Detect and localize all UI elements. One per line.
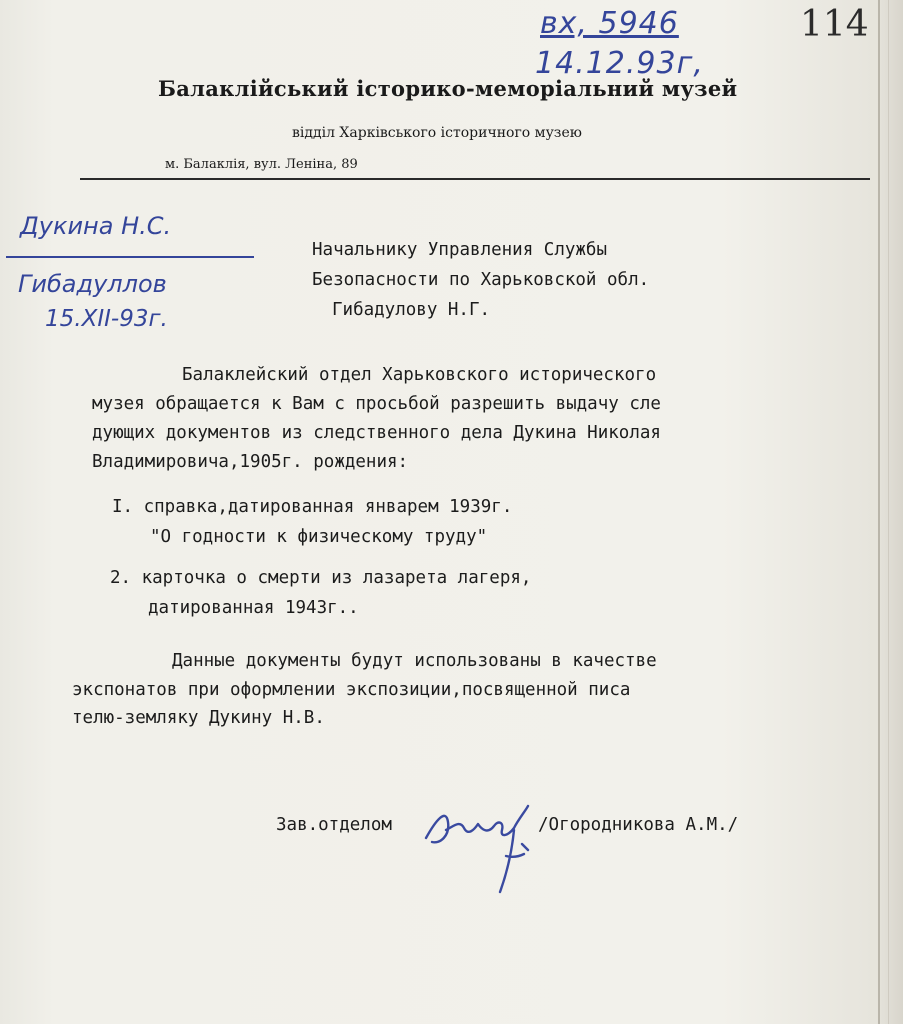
- addressee-line-3: Гибадулову Н.Г.: [332, 300, 491, 320]
- list-item-1-line-2: "О годности к физическому труду": [150, 527, 488, 547]
- body-p2-line-3: телю-земляку Дукину Н.В.: [72, 708, 325, 728]
- body-p1-line-3: дующих документов из следственного дела Дукина Николая: [92, 423, 661, 443]
- signature-icon: [418, 800, 558, 900]
- list-item-1-line-1: I. справка,датированная январем 1939г.: [112, 497, 513, 517]
- sheet-number: 114: [800, 4, 869, 45]
- resolution-name: Дукина Н.С.: [20, 212, 172, 240]
- page-edge: [878, 0, 880, 1024]
- museum-address: м. Балаклія, вул. Леніна, 89: [165, 157, 358, 172]
- page-edge-inner: [888, 0, 889, 1024]
- footer-name: /Огородникова А.М./: [538, 815, 739, 835]
- addressee-line-2: Безопасности по Харьковской обл.: [312, 270, 650, 290]
- resolution-date: 15.XII-93г.: [45, 306, 168, 332]
- resolution-signature: Гибадуллов: [18, 270, 167, 298]
- body-p2-line-1: Данные документы будут использованы в качестве: [172, 651, 657, 671]
- resolution-underline: [6, 256, 254, 258]
- list-item-2-line-1: 2. карточка о смерти из лазарета лагеря,: [110, 568, 532, 588]
- body-p2-line-2: экспонатов при оформлении экспозиции,посвященной писа: [72, 680, 631, 700]
- list-item-2-line-2: датированная 1943г..: [148, 598, 359, 618]
- inbox-number: вх, 5946: [540, 6, 679, 41]
- body-p1-line-4: Владимировича,1905г. рождения:: [92, 452, 409, 472]
- body-p1-line-1: Балаклейский отдел Харьковского исторического: [182, 365, 657, 385]
- museum-title: Балаклійський історико-меморіальний музей: [158, 76, 738, 101]
- addressee-line-1: Начальнику Управления Службы: [312, 240, 608, 260]
- museum-subtitle: відділ Харківського історичного музею: [292, 125, 582, 141]
- footer-position: Зав.отделом: [276, 815, 392, 835]
- letterhead-rule: [80, 178, 870, 180]
- body-p1-line-2: музея обращается к Вам с просьбой разрешить выдачу сле: [92, 394, 661, 414]
- inbox-date: 14.12.93г,: [535, 46, 704, 81]
